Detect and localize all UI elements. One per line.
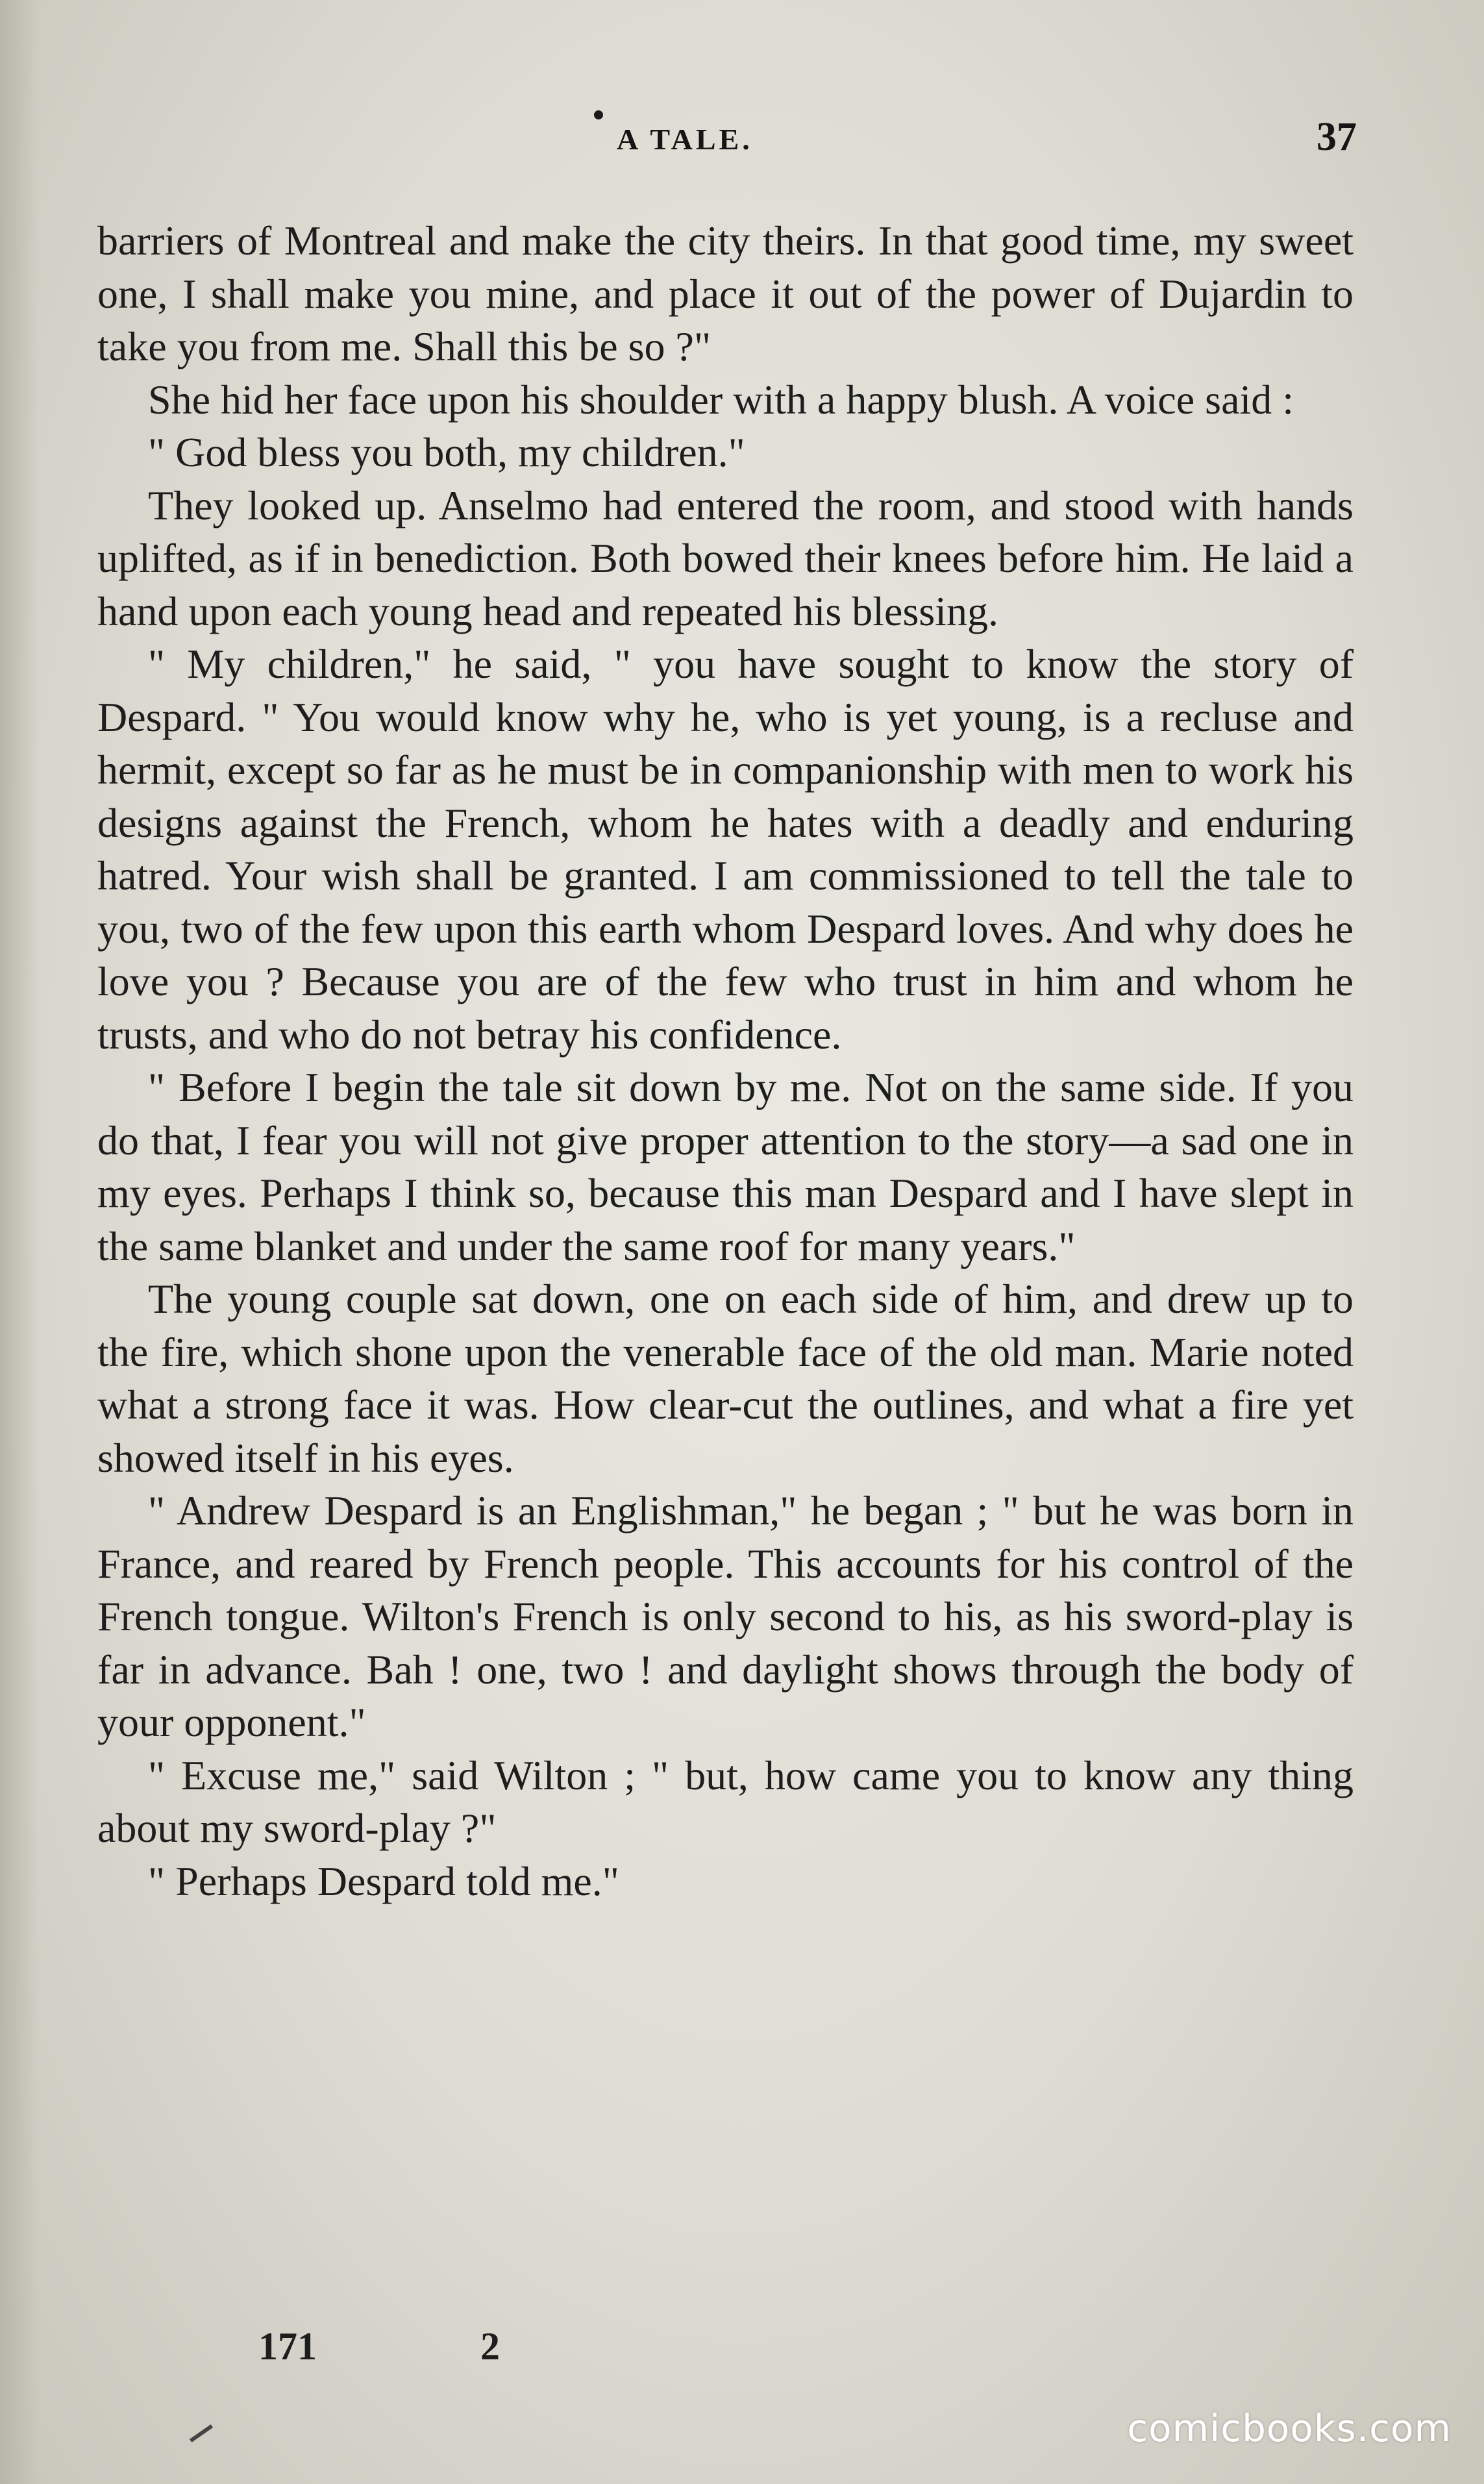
watermark: comicbooks.com: [1127, 2406, 1452, 2450]
page-header: [97, 110, 1357, 169]
page-footer: [97, 2324, 876, 2376]
paragraph: barriers of Montreal and make the city theirs. In that good time, my sweet one, I shall make you mine, and place it out of the power of Dujardin to take you from me. Shall this be so ?": [97, 217, 1354, 369]
ink-dot: [594, 110, 603, 119]
paragraph: They looked up. Anselmo had entered the room, and stood with hands uplifted, as if in benediction. Both bowed their knees before him. He laid a hand upon each young head and repeated his blessing.: [97, 482, 1354, 634]
signature-number: 171: [258, 2325, 317, 2368]
paragraph: " Perhaps Despard told me.": [148, 1857, 619, 1904]
stray-pen-mark: [190, 2424, 213, 2442]
paragraph: She hid her face upon his shoulder with a happy blush. A voice said :: [148, 376, 1294, 423]
paragraph: " Andrew Despard is an Englishman," he began ; " but he was born in France, and reared by French people. This accounts for his control of the French tongue. Wilton's French is only second to his, as his sword-play is far in advance. Bah ! one, two ! and daylight shows through the body of your opponent.": [97, 1487, 1354, 1745]
paragraph: " God bless you both, my children.": [148, 429, 745, 475]
paragraph: " My children," he said, " you have sought to know the story of Despard. " You would know why he, who is yet young, is a recluse and hermit, except so far as he must be in companionship with men to work his designs against the French, whom he hates with a deadly and enduring hatred. Your wish shall be granted. I am commissioned to tell the tale to you, two of the few upon this earth whom Despard loves. And why does he love you ? Because you are of the few who trust in him and whom he trusts, and who do not betray his confidence.: [97, 641, 1354, 1058]
running-head: A TALE.: [617, 123, 753, 156]
paragraph: The young couple sat down, one on each side of him, and drew up to the fire, which shone upon the venerable face of the old man. Marie noted what a strong face it was. How clear-cut the outlines, and what a fire yet showed itself in his eyes.: [97, 1276, 1354, 1481]
paragraph: " Before I begin the tale sit down by me. Not on the same side. If you do that, I fear you will not give proper attention to the story—a sad one in my eyes. Perhaps I think so, because this man Despard and I have slept in the same blanket and under the same roof for many years.": [97, 1064, 1354, 1269]
paragraph: " Excuse me," said Wilton ; " but, how came you to know any thing about my sword-play ?": [97, 1752, 1354, 1851]
page-edge-shadow: [0, 0, 39, 2484]
body-text: [97, 214, 1354, 1907]
signature-mark: 2: [480, 2325, 500, 2368]
page-number: 37: [1317, 115, 1357, 159]
